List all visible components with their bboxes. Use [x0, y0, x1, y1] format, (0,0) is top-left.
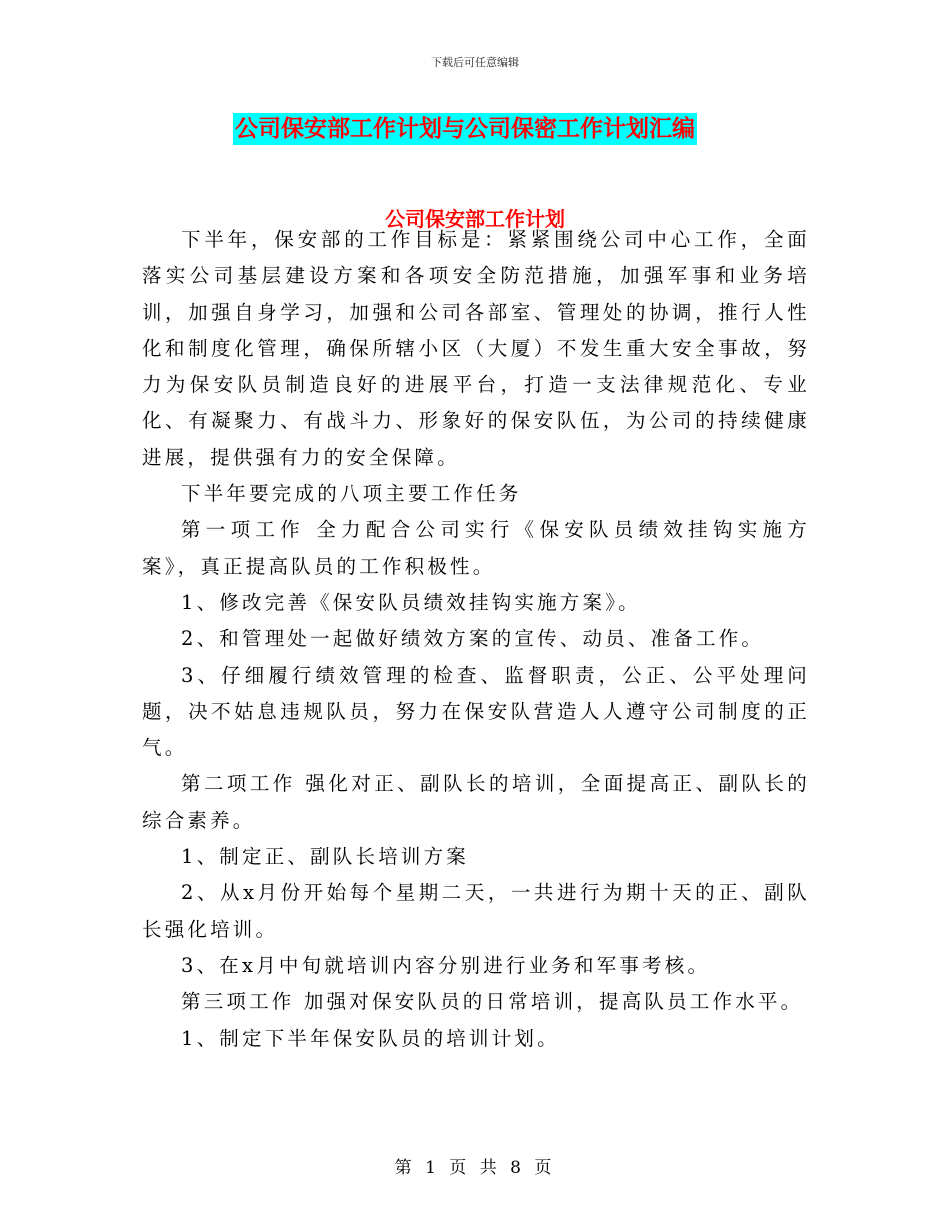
- paragraph-task-1-item-1: 1、修改完善《保安队员绩效挂钩实施方案》。: [181, 590, 641, 614]
- paragraph-task-3-item-1: 1、制定下半年保安队员的培训计划。: [181, 1026, 560, 1050]
- document-body: [142, 222, 810, 1057]
- page-number: 第 1 页 共 8 页: [394, 1158, 556, 1178]
- paragraph-task-1-item-2: 2、和管理处一起做好绩效方案的宣传、动员、准备工作。: [181, 627, 765, 651]
- paragraph-task-2: 第二项工作 强化对正、副队长的培训，全面提高正、副队长的综合素养。: [142, 772, 810, 832]
- paragraph-task-2-item-2: 2、从x月份开始每个星期二天，一共进行为期十天的正、副队长强化培训。: [142, 881, 810, 941]
- paragraph-task-2-item-1: 1、制定正、副队长培训方案: [181, 845, 470, 869]
- section-title: 公司保安部工作计划: [385, 207, 565, 231]
- paragraph-tasks-heading: 下半年要完成的八项主要工作任务: [181, 482, 522, 506]
- paragraph-task-1: 第一项工作 全力配合公司实行《保安队员绩效挂钩实施方案》，真正提高队员的工作积极性。: [142, 518, 810, 578]
- paragraph-task-3: 第三项工作 加强对保安队员的日常培训，提高队员工作水平。: [181, 990, 804, 1014]
- paragraph-goals: 下半年，保安部的工作目标是：紧紧围绕公司中心工作，全面落实公司基层建设方案和各项安全防范措施，加强军事和业务培训，加强自身学习，加强和公司各部室、管理处的协调，推行人性化和制度化管理，确保所辖小区（大厦）不发生重大安全事故，努力为保安队员制造良好的进展平台，打造一支法律规范化、专业化、有凝聚力、有战斗力、形象好的保安队伍，为公司的持续健康进展，提供强有力的安全保障。: [142, 228, 810, 469]
- header-note: 下载后可任意编辑: [431, 56, 519, 69]
- paragraph-task-2-item-3: 3、在x月中旬就培训内容分别进行业务和军事考核。: [181, 953, 711, 977]
- paragraph-task-1-item-3: 3、仔细履行绩效管理的检查、监督职责，公正、公平处理问题，决不姑息违规队员，努力在保安队营造人人遵守公司制度的正气。: [142, 663, 810, 760]
- document-title: 公司保安部工作计划与公司保密工作计划汇编: [233, 113, 697, 145]
